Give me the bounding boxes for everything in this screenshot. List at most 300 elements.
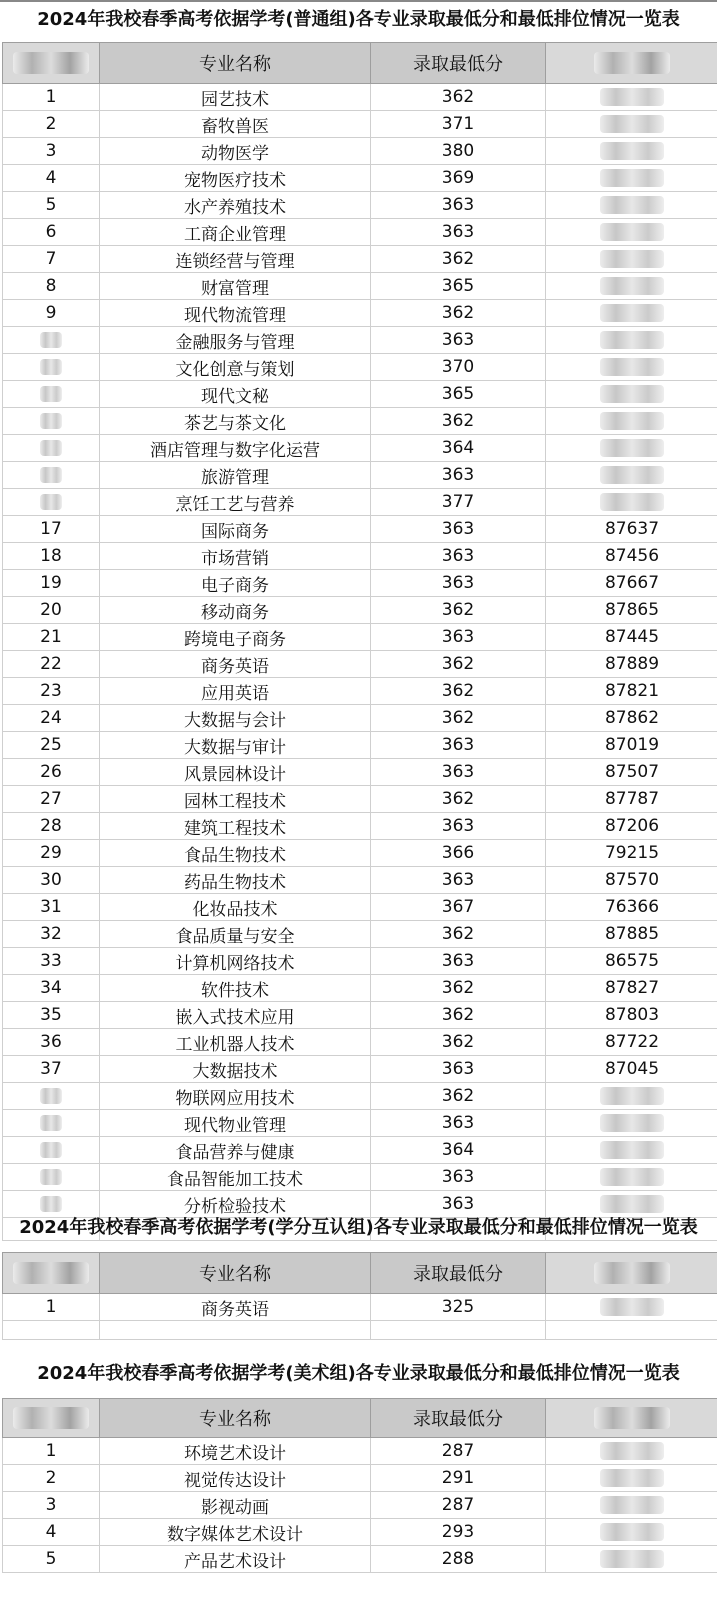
major-name: 现代物业管理 [100,1110,371,1137]
section-title: 2024年我校春季高考依据学考(普通组)各专业录取最低分和最低排位情况一览表 [37,9,680,30]
min-rank [546,1438,717,1465]
table-row [3,462,717,489]
redacted-mark [594,1407,670,1429]
redacted-mark [40,494,62,510]
major-name: 移动商务 [100,597,371,624]
major-name: 市场营销 [100,543,371,570]
major-name: 现代物流管理 [100,300,371,327]
table-row [3,732,717,759]
major-name: 园艺技术 [100,84,371,111]
section-title: 2024年我校春季高考依据学考(美术组)各专业录取最低分和最低排位情况一览表 [37,1363,680,1384]
table-row [3,1492,717,1519]
table-row [3,921,717,948]
row-number: 3 [3,138,100,165]
row-number: 33 [3,948,100,975]
redacted-mark [600,169,664,187]
header-min-score: 录取最低分 [371,43,546,84]
table-row [3,273,717,300]
row-number: 25 [3,732,100,759]
min-rank [546,273,717,300]
redacted-mark [600,223,664,241]
empty-cell [3,1321,100,1340]
redacted-mark [600,1087,664,1105]
min-rank [546,138,717,165]
major-name: 软件技术 [100,975,371,1002]
table-row [3,192,717,219]
min-score: 377 [371,489,546,516]
section-title: 2024年我校春季高考依据学考(学分互认组)各专业录取最低分和最低排位情况一览表 [19,1217,698,1238]
min-score: 380 [371,138,546,165]
header-min-score: 录取最低分 [371,1253,546,1294]
min-score: 362 [371,1083,546,1110]
table-row [3,786,717,813]
major-name: 电子商务 [100,570,371,597]
major-name: 风景园林设计 [100,759,371,786]
table-row [3,1438,717,1465]
row-number [3,435,100,462]
redacted-mark [600,1469,664,1487]
table-row [3,759,717,786]
row-number: 5 [3,192,100,219]
table-row [3,678,717,705]
row-number: 21 [3,624,100,651]
min-score: 363 [371,219,546,246]
redacted-mark [40,467,62,483]
major-name: 食品智能加工技术 [100,1164,371,1191]
redacted-mark [13,1407,89,1429]
row-number: 29 [3,840,100,867]
min-rank: 87637 [546,516,717,543]
table-row [3,948,717,975]
redacted-mark [600,250,664,268]
min-rank [546,1137,717,1164]
empty-cell [546,1321,717,1340]
min-score: 365 [371,381,546,408]
major-name: 动物医学 [100,138,371,165]
row-number: 9 [3,300,100,327]
min-rank [546,1519,717,1546]
min-rank [546,408,717,435]
redacted-mark [600,385,664,403]
min-rank: 87821 [546,678,717,705]
table-row [3,1164,717,1191]
major-name: 文化创意与策划 [100,354,371,381]
table-row [3,84,717,111]
min-score: 370 [371,354,546,381]
row-number: 22 [3,651,100,678]
table-row [3,354,717,381]
min-rank: 87889 [546,651,717,678]
min-rank [546,1492,717,1519]
min-score: 367 [371,894,546,921]
min-rank [546,354,717,381]
row-number [3,489,100,516]
min-score: 362 [371,705,546,732]
major-name: 酒店管理与数字化运营 [100,435,371,462]
min-score: 287 [371,1438,546,1465]
score-table [2,1398,717,1573]
min-score: 362 [371,246,546,273]
table-row [3,867,717,894]
redacted-mark [600,196,664,214]
table-row [3,1002,717,1029]
table-header-row [3,43,717,84]
row-number [3,1083,100,1110]
major-name: 商务英语 [100,651,371,678]
score-table [2,1252,717,1340]
major-name: 嵌入式技术应用 [100,1002,371,1029]
row-number: 24 [3,705,100,732]
major-name: 视觉传达设计 [100,1465,371,1492]
major-name: 工商企业管理 [100,219,371,246]
major-name: 水产养殖技术 [100,192,371,219]
redacted-mark [600,1523,664,1541]
table-row [3,570,717,597]
min-rank: 87787 [546,786,717,813]
table-row [3,840,717,867]
row-number: 18 [3,543,100,570]
redacted-mark [600,115,664,133]
header-major-name: 专业名称 [100,43,371,84]
redacted-mark [40,440,62,456]
row-number [3,381,100,408]
row-number [3,1110,100,1137]
min-score: 363 [371,1191,546,1218]
row-number: 34 [3,975,100,1002]
major-name: 化妆品技术 [100,894,371,921]
major-name: 园林工程技术 [100,786,371,813]
row-number: 17 [3,516,100,543]
min-rank: 87667 [546,570,717,597]
min-score: 363 [371,813,546,840]
min-rank: 87019 [546,732,717,759]
header-major-name: 专业名称 [100,1399,371,1438]
major-name: 旅游管理 [100,462,371,489]
min-score: 362 [371,651,546,678]
row-number: 23 [3,678,100,705]
redacted-mark [594,1262,670,1284]
redacted-mark [600,358,664,376]
min-rank: 87507 [546,759,717,786]
redacted-mark [40,332,62,348]
min-rank: 87803 [546,1002,717,1029]
major-name: 国际商务 [100,516,371,543]
min-score: 363 [371,192,546,219]
redacted-mark [40,1169,62,1185]
redacted-mark [600,1298,664,1316]
row-number: 32 [3,921,100,948]
row-number: 36 [3,1029,100,1056]
major-name: 烹饪工艺与营养 [100,489,371,516]
redacted-mark [13,1262,89,1284]
major-name: 环境艺术设计 [100,1438,371,1465]
min-rank [546,1546,717,1573]
min-score: 291 [371,1465,546,1492]
min-rank [546,300,717,327]
min-rank [546,165,717,192]
row-number: 7 [3,246,100,273]
min-rank: 87206 [546,813,717,840]
row-number [3,354,100,381]
min-rank [546,246,717,273]
min-score: 362 [371,921,546,948]
row-number [3,462,100,489]
table-row [3,651,717,678]
row-number: 26 [3,759,100,786]
major-name: 大数据与会计 [100,705,371,732]
redacted-mark [40,1088,62,1104]
major-name: 食品生物技术 [100,840,371,867]
top-border [0,0,717,2]
row-number: 2 [3,1465,100,1492]
redacted-mark [13,52,89,74]
empty-cell [371,1321,546,1340]
header-redacted-number [3,43,100,84]
redacted-mark [600,412,664,430]
table-row [3,1056,717,1083]
header-redacted-rank [546,1253,717,1294]
redacted-mark [40,413,62,429]
table-row [3,435,717,462]
table-row [3,597,717,624]
major-name: 产品艺术设计 [100,1546,371,1573]
major-name: 食品质量与安全 [100,921,371,948]
table-row [3,1110,717,1137]
table-header-row [3,1253,717,1294]
min-rank [546,1465,717,1492]
min-rank [546,84,717,111]
min-rank [546,435,717,462]
min-score: 363 [371,327,546,354]
min-rank [546,192,717,219]
redacted-mark [600,466,664,484]
table-row [3,1029,717,1056]
redacted-mark [594,52,670,74]
min-score: 363 [371,1164,546,1191]
min-score: 364 [371,435,546,462]
min-score: 363 [371,462,546,489]
min-rank [546,327,717,354]
min-score: 365 [371,273,546,300]
table-row [3,300,717,327]
row-number: 1 [3,1438,100,1465]
min-rank [546,489,717,516]
min-rank [546,219,717,246]
min-score: 362 [371,975,546,1002]
row-number [3,408,100,435]
redacted-mark [600,493,664,511]
major-name: 畜牧兽医 [100,111,371,138]
table-row [3,111,717,138]
table-row [3,1546,717,1573]
min-score: 363 [371,624,546,651]
major-name: 现代文秘 [100,381,371,408]
major-name: 茶艺与茶文化 [100,408,371,435]
redacted-mark [600,1442,664,1460]
row-number: 31 [3,894,100,921]
table-row [3,381,717,408]
min-rank: 87722 [546,1029,717,1056]
min-rank [546,1191,717,1218]
table-row [3,516,717,543]
major-name: 大数据技术 [100,1056,371,1083]
major-name: 商务英语 [100,1294,371,1321]
redacted-mark [40,1142,62,1158]
redacted-mark [600,277,664,295]
min-score: 362 [371,408,546,435]
table-row [3,705,717,732]
row-number: 37 [3,1056,100,1083]
row-number: 2 [3,111,100,138]
major-name: 数字媒体艺术设计 [100,1519,371,1546]
min-score: 362 [371,84,546,111]
major-name: 影视动画 [100,1492,371,1519]
min-score: 288 [371,1546,546,1573]
header-redacted-rank [546,43,717,84]
table-row [3,408,717,435]
min-rank: 76366 [546,894,717,921]
major-name: 药品生物技术 [100,867,371,894]
row-number: 19 [3,570,100,597]
header-min-score: 录取最低分 [371,1399,546,1438]
min-score: 364 [371,1137,546,1164]
redacted-mark [600,88,664,106]
table-row [3,327,717,354]
row-number [3,1164,100,1191]
min-score: 362 [371,1002,546,1029]
row-number: 8 [3,273,100,300]
row-number [3,1191,100,1218]
min-rank [546,1164,717,1191]
row-number: 4 [3,165,100,192]
table-row [3,489,717,516]
score-table [2,42,717,1241]
table-row [3,894,717,921]
table-header-row [3,1399,717,1438]
min-score: 363 [371,1056,546,1083]
major-name: 物联网应用技术 [100,1083,371,1110]
major-name: 食品营养与健康 [100,1137,371,1164]
min-rank [546,1083,717,1110]
major-name: 连锁经营与管理 [100,246,371,273]
row-number [3,327,100,354]
min-rank: 87456 [546,543,717,570]
table-row [3,165,717,192]
major-name: 大数据与审计 [100,732,371,759]
min-score: 363 [371,867,546,894]
min-rank [546,1294,717,1321]
table-row [3,1519,717,1546]
min-score: 287 [371,1492,546,1519]
major-name: 金融服务与管理 [100,327,371,354]
empty-cell [100,1321,371,1340]
major-name: 工业机器人技术 [100,1029,371,1056]
min-score: 363 [371,948,546,975]
table-row [3,1083,717,1110]
major-name: 应用英语 [100,678,371,705]
major-name: 建筑工程技术 [100,813,371,840]
min-rank [546,111,717,138]
major-name: 分析检验技术 [100,1191,371,1218]
min-score: 362 [371,597,546,624]
min-rank: 79215 [546,840,717,867]
min-rank [546,1110,717,1137]
min-rank: 87045 [546,1056,717,1083]
row-number: 35 [3,1002,100,1029]
min-score: 362 [371,786,546,813]
min-score: 363 [371,759,546,786]
major-name: 计算机网络技术 [100,948,371,975]
redacted-mark [600,1195,664,1213]
row-number: 27 [3,786,100,813]
header-redacted-number [3,1399,100,1438]
min-score: 369 [371,165,546,192]
min-rank: 87445 [546,624,717,651]
empty-row [3,1321,717,1340]
table-row [3,975,717,1002]
min-score: 363 [371,516,546,543]
major-name: 跨境电子商务 [100,624,371,651]
row-number: 1 [3,84,100,111]
min-rank: 87570 [546,867,717,894]
header-redacted-rank [546,1399,717,1438]
min-score: 363 [371,732,546,759]
min-score: 366 [371,840,546,867]
table-row [3,1465,717,1492]
row-number: 6 [3,219,100,246]
min-score: 363 [371,570,546,597]
table-row [3,624,717,651]
row-number: 1 [3,1294,100,1321]
header-major-name: 专业名称 [100,1253,371,1294]
min-rank: 87862 [546,705,717,732]
redacted-mark [40,1196,62,1212]
redacted-mark [40,1115,62,1131]
redacted-mark [600,1141,664,1159]
redacted-mark [600,1114,664,1132]
row-number: 4 [3,1519,100,1546]
min-rank: 86575 [546,948,717,975]
table-row [3,813,717,840]
redacted-mark [600,1550,664,1568]
table-row [3,1294,717,1321]
table-row [3,1137,717,1164]
table-row [3,1191,717,1218]
min-rank: 87885 [546,921,717,948]
header-redacted-number [3,1253,100,1294]
table-row [3,246,717,273]
redacted-mark [40,359,62,375]
min-rank [546,462,717,489]
redacted-mark [600,1496,664,1514]
min-score: 362 [371,1029,546,1056]
redacted-mark [40,386,62,402]
min-score: 371 [371,111,546,138]
redacted-mark [600,304,664,322]
min-score: 362 [371,300,546,327]
major-name: 财富管理 [100,273,371,300]
table-row [3,543,717,570]
min-score: 293 [371,1519,546,1546]
redacted-mark [600,142,664,160]
row-number: 28 [3,813,100,840]
row-number [3,1137,100,1164]
table-row [3,219,717,246]
row-number: 30 [3,867,100,894]
row-number: 3 [3,1492,100,1519]
row-number: 20 [3,597,100,624]
min-score: 362 [371,678,546,705]
